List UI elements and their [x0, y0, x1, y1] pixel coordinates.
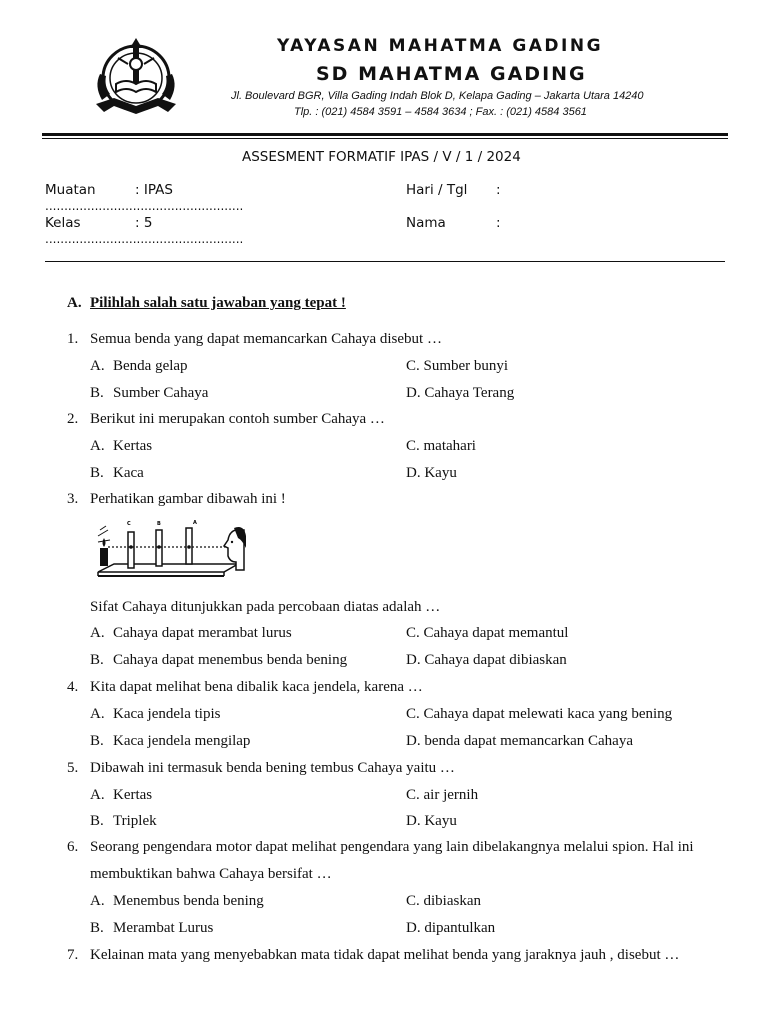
option-text: Triplek	[113, 813, 157, 829]
question-text: Perhatikan gambar dibawah ini !	[90, 491, 286, 507]
question-number: 4.	[67, 679, 79, 695]
question-number: 3.	[67, 491, 79, 507]
school-logo	[88, 34, 184, 116]
nama-colon: :	[496, 215, 501, 231]
school-phone: Tlp. : (021) 4584 3591 – 4584 3634 ; Fax. : (021) 4584 3561	[294, 106, 587, 118]
section-letter: A.	[67, 295, 82, 311]
option-d[interactable]: D. Kayu	[406, 465, 457, 481]
option-text: Merambat Lurus	[113, 920, 214, 936]
option-c[interactable]: C. matahari	[406, 438, 476, 454]
option-a[interactable]	[90, 625, 292, 642]
option-d[interactable]: D. Cahaya Terang	[406, 385, 515, 401]
hari-label: Hari / Tgl	[406, 182, 468, 198]
option-b[interactable]	[90, 733, 250, 750]
option-c[interactable]: C. air jernih	[406, 787, 479, 803]
option-d[interactable]: D. dipantulkan	[406, 920, 496, 936]
question-number: 6.	[67, 839, 79, 855]
option-text: Sumber Cahaya	[113, 385, 209, 401]
option-a[interactable]	[90, 438, 152, 455]
option-c[interactable]: C. Sumber bunyi	[406, 358, 509, 374]
option-b[interactable]	[90, 920, 213, 937]
option-d[interactable]: D. benda dapat memancarkan Cahaya	[406, 733, 633, 749]
option-letter: B.	[90, 813, 104, 829]
hari-colon: :	[496, 182, 501, 198]
figure-label-b: B	[157, 521, 161, 527]
kelas-dots: ....................................................	[45, 232, 244, 246]
muatan-label: Muatan	[45, 182, 96, 198]
option-d[interactable]: D. Cahaya dapat dibiaskan	[406, 652, 567, 668]
option-c[interactable]: C. Cahaya dapat memantul	[406, 625, 569, 641]
figure-label-a: A	[193, 520, 197, 526]
option-text: Kaca jendela tipis	[113, 706, 221, 722]
question-text: Berikut ini merupakan contoh sumber Cahaya …	[90, 411, 385, 427]
letterhead	[0, 0, 768, 140]
question-text: Kelainan mata yang menyebabkan mata tidak dapat melihat benda yang jaraknya jauh , disebut …	[90, 947, 680, 963]
option-b[interactable]	[90, 652, 347, 669]
option-letter: B.	[90, 652, 104, 668]
question-text: Dibawah ini termasuk benda bening tembus Cahaya yaitu …	[90, 760, 455, 776]
question-subtext: Sifat Cahaya ditunjukkan pada percobaan diatas adalah …	[90, 599, 441, 615]
option-text: Kertas	[113, 438, 153, 454]
light-experiment-figure	[94, 518, 250, 580]
section-instruction: Pilihlah salah satu jawaban yang tepat !	[90, 295, 346, 311]
figure-label-c: C	[127, 521, 131, 527]
question-text-continued: membuktikan bahwa Cahaya bersifat …	[90, 866, 332, 882]
option-text: Kertas	[113, 787, 153, 803]
option-text: Benda gelap	[113, 358, 188, 374]
option-letter: B.	[90, 465, 104, 481]
kelas-label: Kelas	[45, 215, 81, 231]
school-name: SD MAHATMA GADING	[316, 63, 587, 85]
option-letter: B.	[90, 733, 104, 749]
info-divider	[45, 261, 725, 262]
option-letter: A.	[90, 706, 105, 722]
option-letter: A.	[90, 625, 105, 641]
option-letter: A.	[90, 358, 105, 374]
foundation-name: YAYASAN MAHATMA GADING	[277, 36, 604, 56]
option-text: Kaca	[113, 465, 144, 481]
question-number: 7.	[67, 947, 79, 963]
option-a[interactable]	[90, 706, 220, 723]
school-address: Jl. Boulevard BGR, Villa Gading Indah Blok D, Kelapa Gading – Jakarta Utara 14240	[231, 90, 644, 102]
option-d[interactable]: D. Kayu	[406, 813, 457, 829]
muatan-value: : IPAS	[135, 182, 173, 198]
header-rule-thin	[42, 138, 728, 139]
option-b[interactable]	[90, 813, 157, 830]
option-a[interactable]	[90, 358, 188, 375]
option-letter: B.	[90, 385, 104, 401]
exam-title: ASSESMENT FORMATIF IPAS / V / 1 / 2024	[242, 149, 521, 165]
option-text: Menembus benda bening	[113, 893, 264, 909]
option-text: Kaca jendela mengilap	[113, 733, 251, 749]
question-number: 2.	[67, 411, 79, 427]
muatan-dots: ....................................................	[45, 199, 244, 213]
option-c[interactable]: C. dibiaskan	[406, 893, 481, 909]
option-letter: A.	[90, 893, 105, 909]
question-number: 5.	[67, 760, 79, 776]
option-b[interactable]	[90, 385, 208, 402]
option-text: Cahaya dapat merambat lurus	[113, 625, 292, 641]
option-a[interactable]	[90, 893, 264, 910]
question-text: Kita dapat melihat bena dibalik kaca jendela, karena …	[90, 679, 423, 695]
header-rule-thick	[42, 133, 728, 136]
option-text: Cahaya dapat menembus benda bening	[113, 652, 348, 668]
option-c[interactable]: C. Cahaya dapat melewati kaca yang bening	[406, 706, 673, 722]
option-letter: A.	[90, 787, 105, 803]
option-a[interactable]	[90, 787, 152, 804]
option-b[interactable]	[90, 465, 144, 482]
nama-label: Nama	[406, 215, 446, 231]
option-letter: B.	[90, 920, 104, 936]
question-number: 1.	[67, 331, 79, 347]
option-letter: A.	[90, 438, 105, 454]
kelas-value: : 5	[135, 215, 153, 231]
question-text: Seorang pengendara motor dapat melihat pengendara yang lain dibelakangnya melalui spion. Hal ini	[90, 839, 694, 855]
question-text: Semua benda yang dapat memancarkan Cahaya disebut …	[90, 331, 442, 347]
